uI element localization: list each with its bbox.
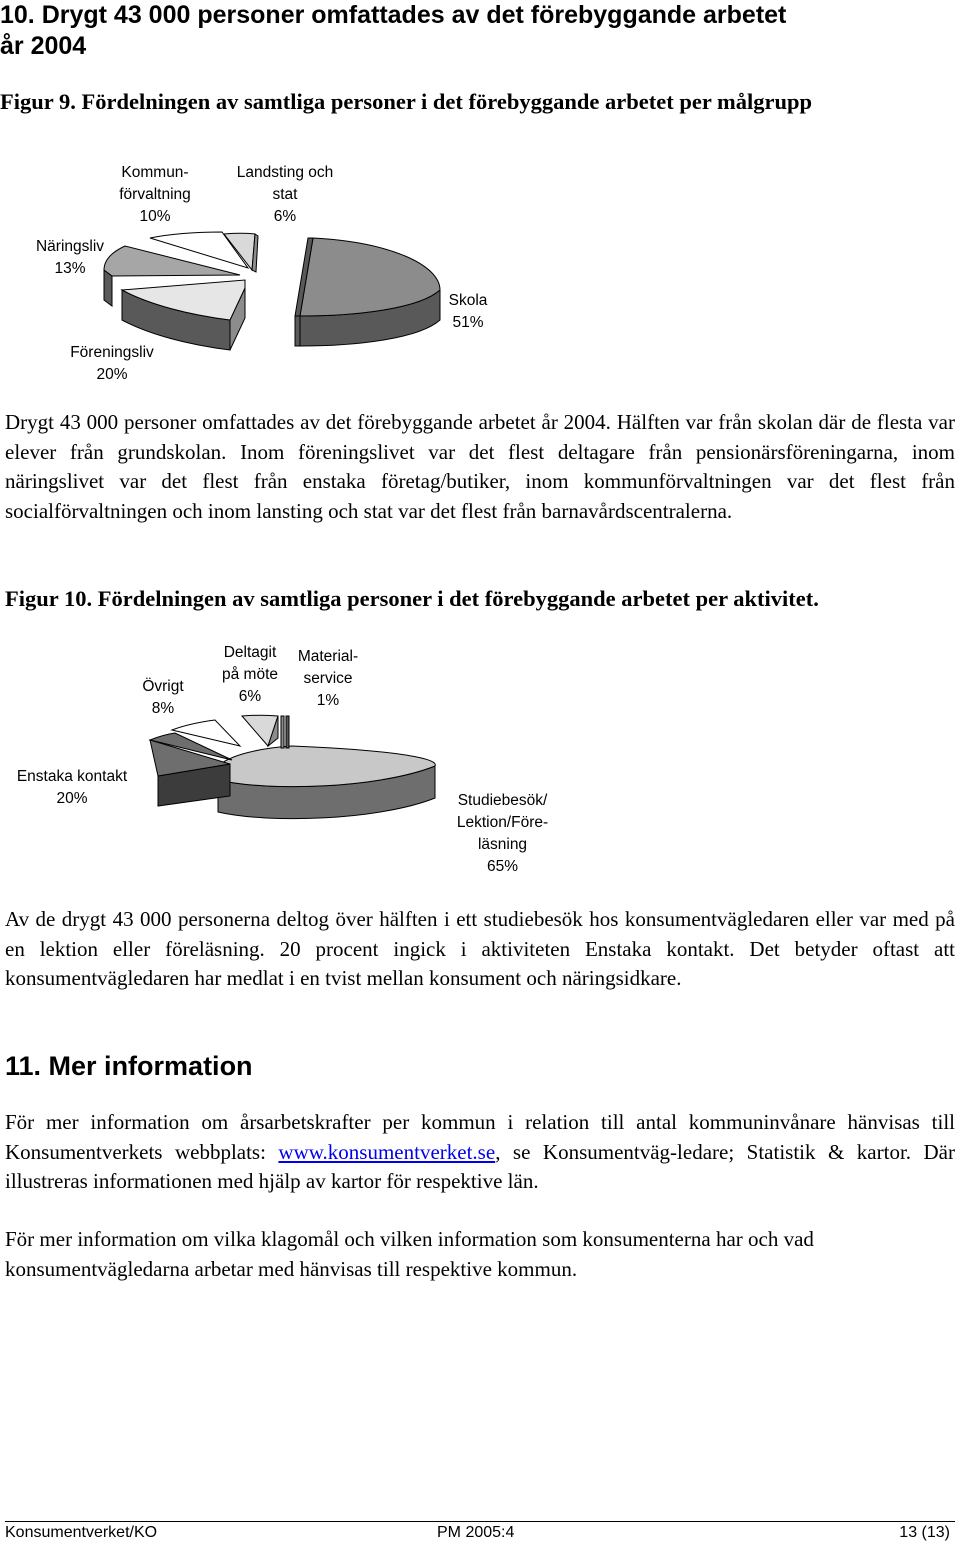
label-line: Skola xyxy=(448,292,488,309)
footer-center: PM 2005:4 xyxy=(437,1524,515,1541)
pie-slice-skola xyxy=(295,238,440,346)
label-skola xyxy=(428,290,508,334)
label-kommunforvaltning xyxy=(100,162,210,228)
label-line: 51% xyxy=(452,314,484,331)
pie-slice-materialservice xyxy=(281,716,289,748)
label-materialservice xyxy=(288,646,368,712)
label-studiebesok xyxy=(440,790,565,878)
figure-caption: Figur 10. Fördelningen av samtliga personer i det förebyggande arbetet per aktivitet. xyxy=(5,586,819,611)
pie-slice-enstaka-kontakt xyxy=(150,733,232,806)
info-text: För mer information om årsarbetskrafter per kommun i relation till antal kommuninvånare hänvisas till Konsumentverkets webbplats: xyxy=(5,1110,955,1164)
pie-slice-studiebesok xyxy=(218,746,435,819)
footer-page-number: 13 (13) xyxy=(899,1524,950,1541)
label-line: 65% xyxy=(486,858,519,875)
label-line: Material- xyxy=(297,648,359,665)
label-deltagit xyxy=(205,642,295,708)
label-line: Kommun- xyxy=(121,164,189,181)
website-link[interactable]: www.konsumentverket.se xyxy=(278,1139,496,1164)
label-line: 10% xyxy=(139,208,171,225)
label-naringsliv xyxy=(20,236,120,280)
label-line: 20% xyxy=(96,366,128,383)
label-line: Näringsliv xyxy=(35,238,105,255)
pie-slice-foreningsliv xyxy=(122,280,245,350)
label-line: 6% xyxy=(238,688,262,705)
label-line: 20% xyxy=(56,790,88,807)
label-line: service xyxy=(303,670,353,687)
label-line: Lektion/Före- xyxy=(456,814,549,831)
info-text: , se Konsumentväg-ledare; Statistik & kartor. Där illustreras informationen med hjälp av kartor för respektive län. xyxy=(5,1139,955,1193)
label-line: 1% xyxy=(316,692,340,709)
label-foreningsliv xyxy=(52,342,172,386)
pie-slice-deltagit xyxy=(242,715,278,746)
label-line: läsning xyxy=(477,836,528,853)
footer-rule xyxy=(5,1521,955,1522)
label-ovrigt xyxy=(128,676,198,720)
section-heading xyxy=(0,0,950,62)
label-line: 8% xyxy=(151,700,175,717)
label-line: Föreningsliv xyxy=(70,344,154,361)
label-line: Enstaka kontakt xyxy=(16,768,128,785)
label-line: på möte xyxy=(221,666,278,683)
section-heading-line: år 2004 xyxy=(0,32,87,60)
label-landsting xyxy=(220,162,350,228)
section-heading: 11. Mer information xyxy=(5,1051,253,1081)
label-line: Studiebesök/ xyxy=(457,792,548,809)
label-enstaka-kontakt xyxy=(8,766,136,810)
label-line: stat xyxy=(272,186,298,203)
body-paragraph: Av de drygt 43 000 personerna deltog över hälften i ett studiebesök hos konsumentvägledaren eller var med på en lektion eller föreläsning. 20 procent ingick i aktiviteten Enstaka kontakt. Det betyder oftast att konsumentvägledaren har medlat i en tvist mellan konsument och näringsidkare. xyxy=(5,907,955,990)
label-line: förvaltning xyxy=(119,186,191,203)
label-line: Övrigt xyxy=(142,678,184,695)
section-heading-line: 10. Drygt 43 000 personer omfattades av det förebyggande arbetet xyxy=(0,1,787,29)
info-paragraph xyxy=(5,1108,955,1197)
label-line: Landsting och xyxy=(236,164,334,181)
label-line: 13% xyxy=(54,260,86,277)
body-paragraph: Drygt 43 000 personer omfattades av det förebyggande arbetet år 2004. Hälften var från skolan där de flesta var elever från grundskolan. Inom föreningslivet var det flest deltagare från pensionärsföreningarna, inom näringslivet var det flest från enstaka företag/butiker, inom kommunförvaltningen var det flest från socialförvaltningen och inom lansting och stat var det flest från barnavårdscentralerna. xyxy=(5,410,955,523)
info-paragraph: För mer information om vilka klagomål och vilken information som konsumenterna har och vad konsumentvägledarna arbetar med hänvisas till respektive kommun. xyxy=(5,1227,814,1281)
label-line: Deltagit xyxy=(223,644,277,661)
footer-left: Konsumentverket/KO xyxy=(5,1524,158,1541)
figure-caption: Figur 9. Fördelningen av samtliga personer i det förebyggande arbetet per målgrupp xyxy=(0,89,813,114)
label-line: 6% xyxy=(273,208,297,225)
